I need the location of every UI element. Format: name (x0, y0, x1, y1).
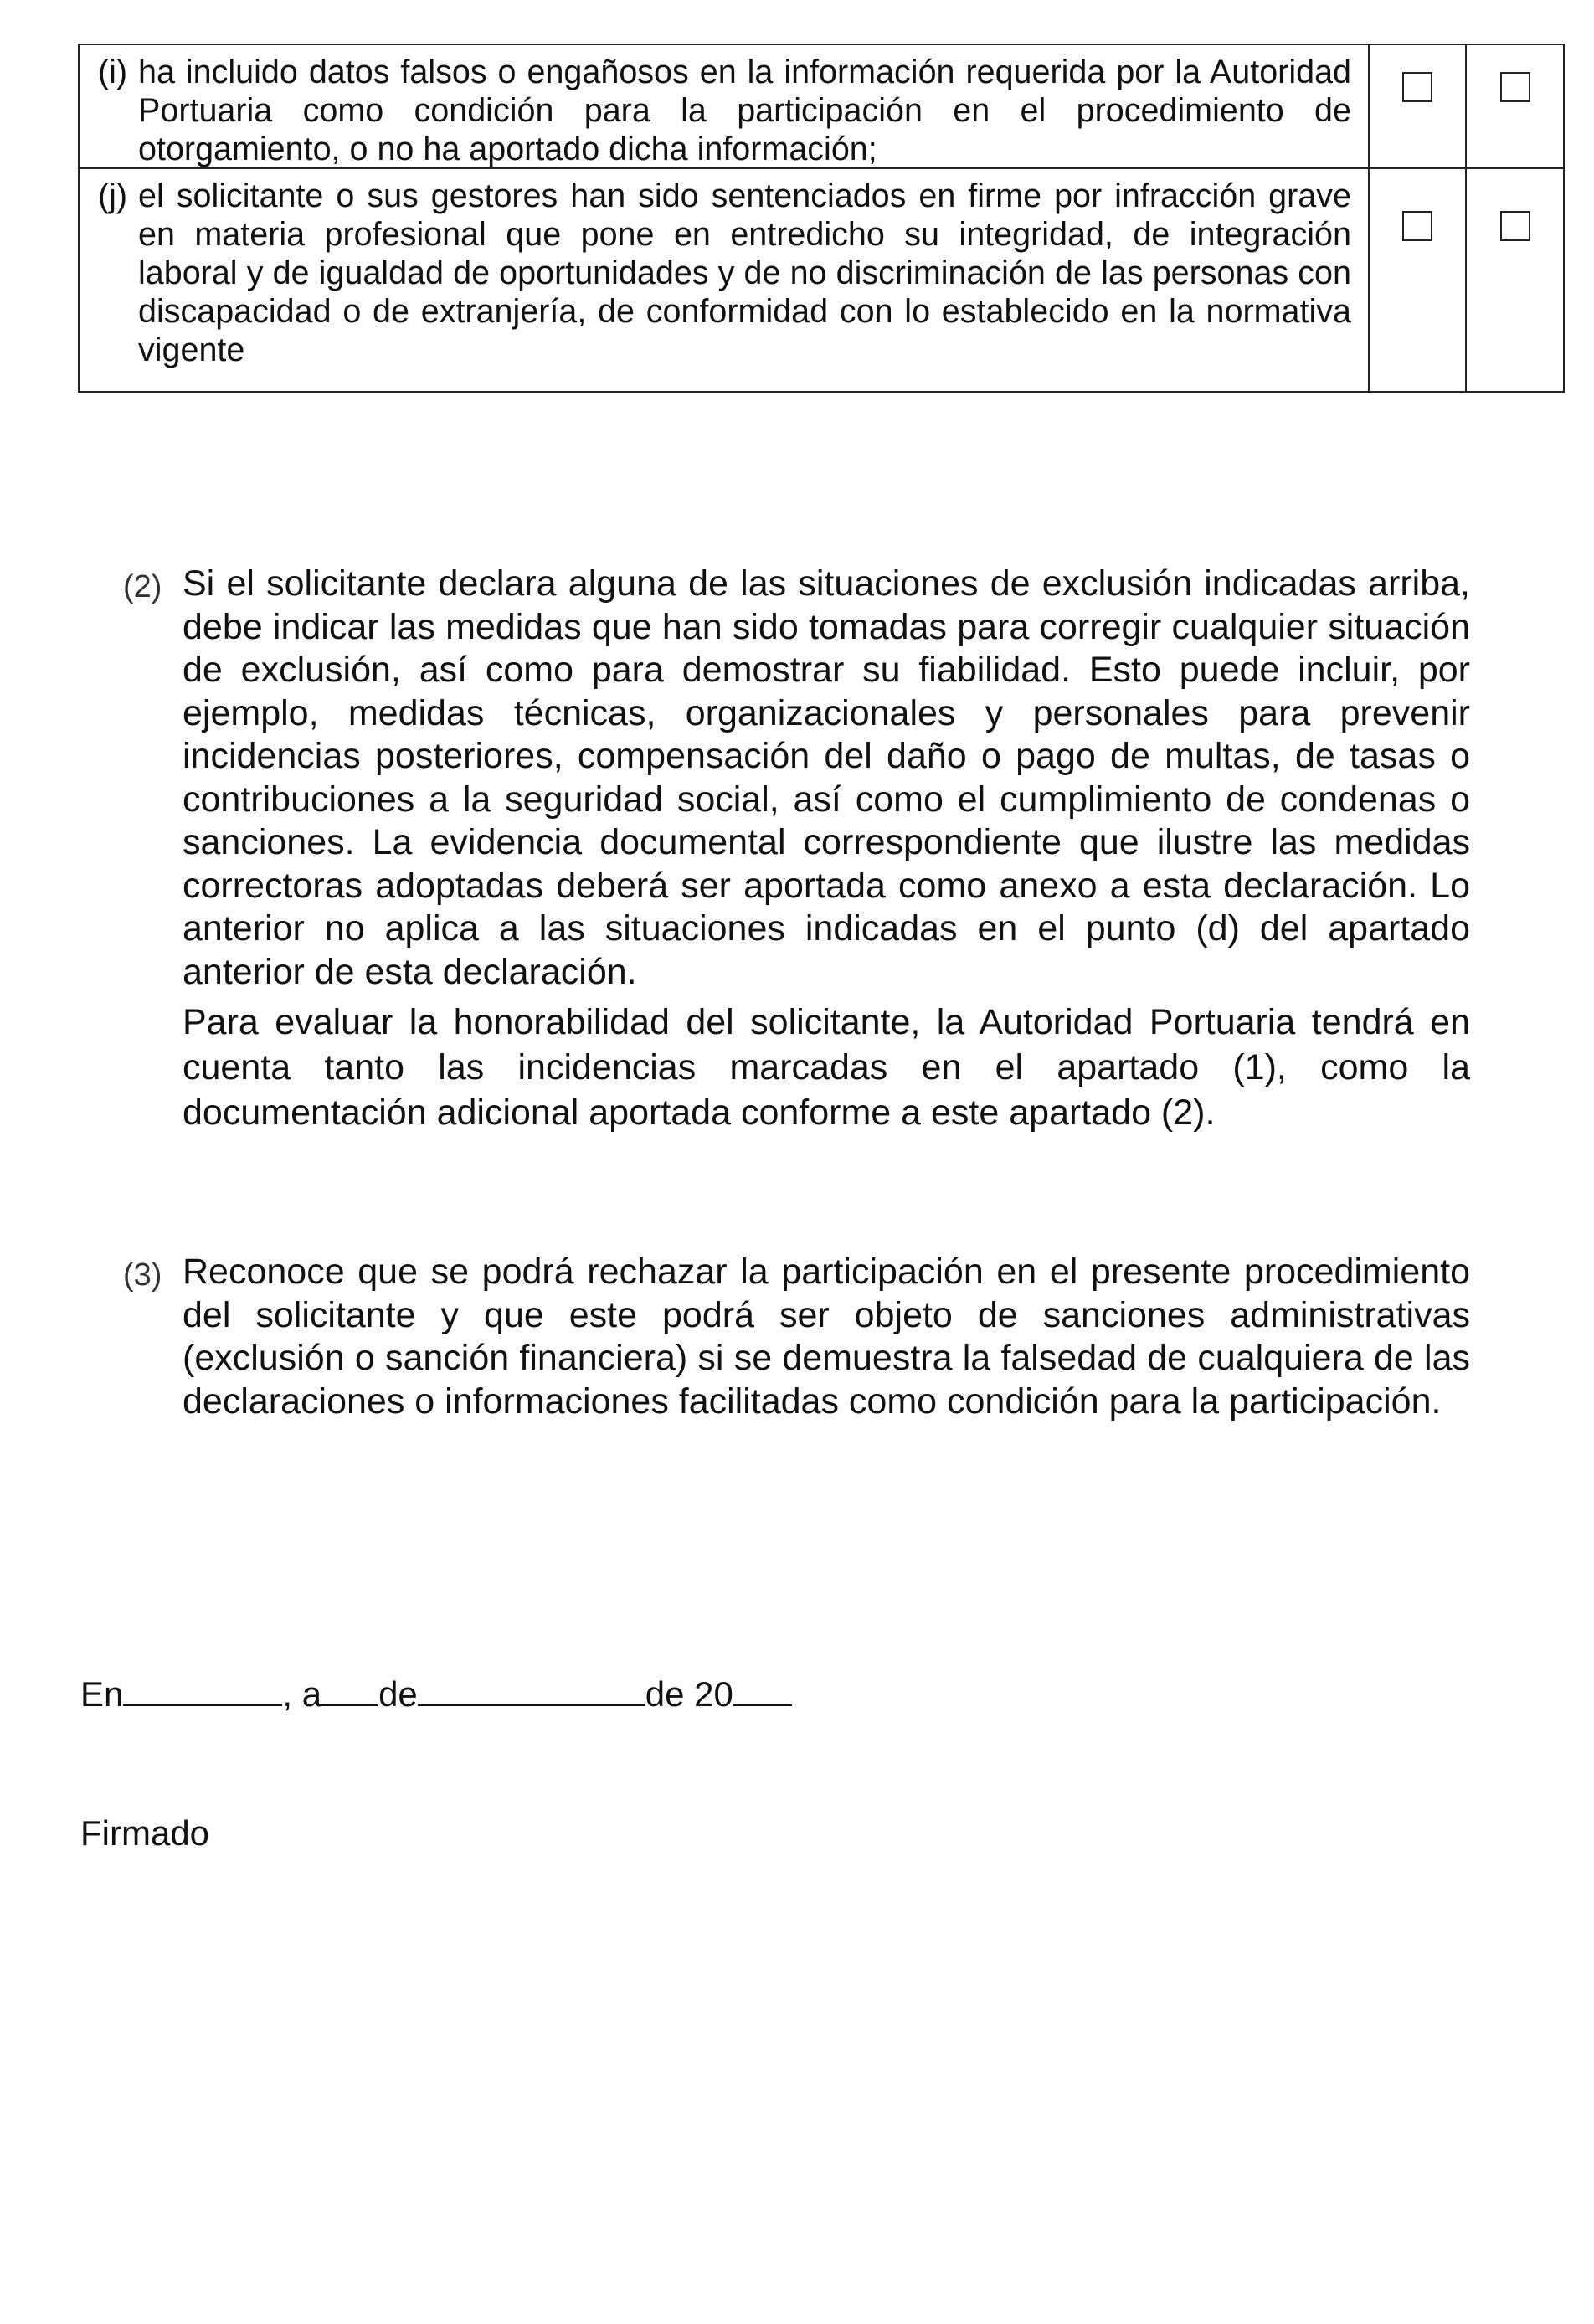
place-date-line (80, 1673, 792, 1715)
place-suffix: , a (282, 1674, 322, 1714)
signed-label: Firmado (80, 1813, 210, 1853)
checkbox-yes[interactable] (1402, 211, 1432, 241)
day-blank[interactable] (321, 1673, 378, 1706)
place-prefix: En (80, 1674, 124, 1714)
section-2-number: (2) (123, 569, 162, 604)
section-3-number: (3) (123, 1257, 162, 1293)
table-row (79, 168, 1564, 392)
day-suffix: de (378, 1674, 418, 1714)
section-3 (183, 1251, 1470, 1423)
row-text: ha incluido datos falsos o engañosos en la información requerida por la Autoridad Portuaria como condición para la participación en el procedimiento de otorgamiento, o no ha aportado dicha información; (138, 54, 1351, 167)
no-cell (1466, 44, 1564, 168)
place-blank[interactable] (123, 1673, 282, 1706)
table-row (79, 44, 1564, 168)
row-marker: (i) (98, 54, 128, 90)
row-text: el solicitante o sus gestores han sido sentenciados en firme por infracción grave en materia profesional que pone en entredicho su integridad, de integración laboral y de igualdad de oportunidades y de no discriminación de las personas con discapacidad o de extranjería, de conformidad con lo establecido en la normativa vigente (138, 177, 1351, 368)
row-text-cell (79, 168, 1369, 392)
month-blank[interactable] (418, 1673, 645, 1706)
section-2 (183, 563, 1470, 1135)
declaration-table (78, 44, 1565, 393)
checkbox-no[interactable] (1500, 211, 1530, 241)
section-3-paragraph: Reconoce que se podrá rechazar la participación en el presente procedimiento del solicitante y que este podrá ser objeto de sanciones administrativas (exclusión o sanción financiera) si se demuestra la falsedad de cualquiera de las declaraciones o informaciones facilitadas como condición para la participación. (183, 1252, 1470, 1422)
checkbox-yes[interactable] (1402, 72, 1432, 102)
section-2-paragraph-1: Si el solicitante declara alguna de las situaciones de exclusión indicadas arriba, debe indicar las medidas que han sido tomadas para corregir cualquier situación de exclusión, así como para demostrar su fiabilidad. Esto puede incluir, por ejemplo, medidas técnicas, organizacionales y personales para prevenir incidencias posteriores, compensación del daño o pago de multas, de tasas o contribuciones a la seguridad social, así como el cumplimiento de condenas o sanciones. La evidencia documental correspondiente que ilustre las medidas correctoras adoptadas deberá ser aportada como anexo a esta declaración. Lo anterior no aplica a las situaciones indicadas en el punto (d) del apartado anterior de esta declaración. (183, 563, 1470, 992)
year-blank[interactable] (733, 1673, 792, 1706)
year-prefix: de 20 (645, 1674, 733, 1714)
row-marker: (j) (98, 177, 128, 214)
row-text-cell (79, 44, 1369, 168)
yes-cell (1369, 168, 1466, 392)
checkbox-no[interactable] (1500, 72, 1530, 102)
no-cell (1466, 168, 1564, 392)
yes-cell (1369, 44, 1466, 168)
section-2-paragraph-2: Para evaluar la honorabilidad del solicitante, la Autoridad Portuaria tendrá en cuenta tanto las incidencias marcadas en el apartado (1), como la documentación adicional aportada conforme a este apartado (2). (183, 1002, 1470, 1133)
